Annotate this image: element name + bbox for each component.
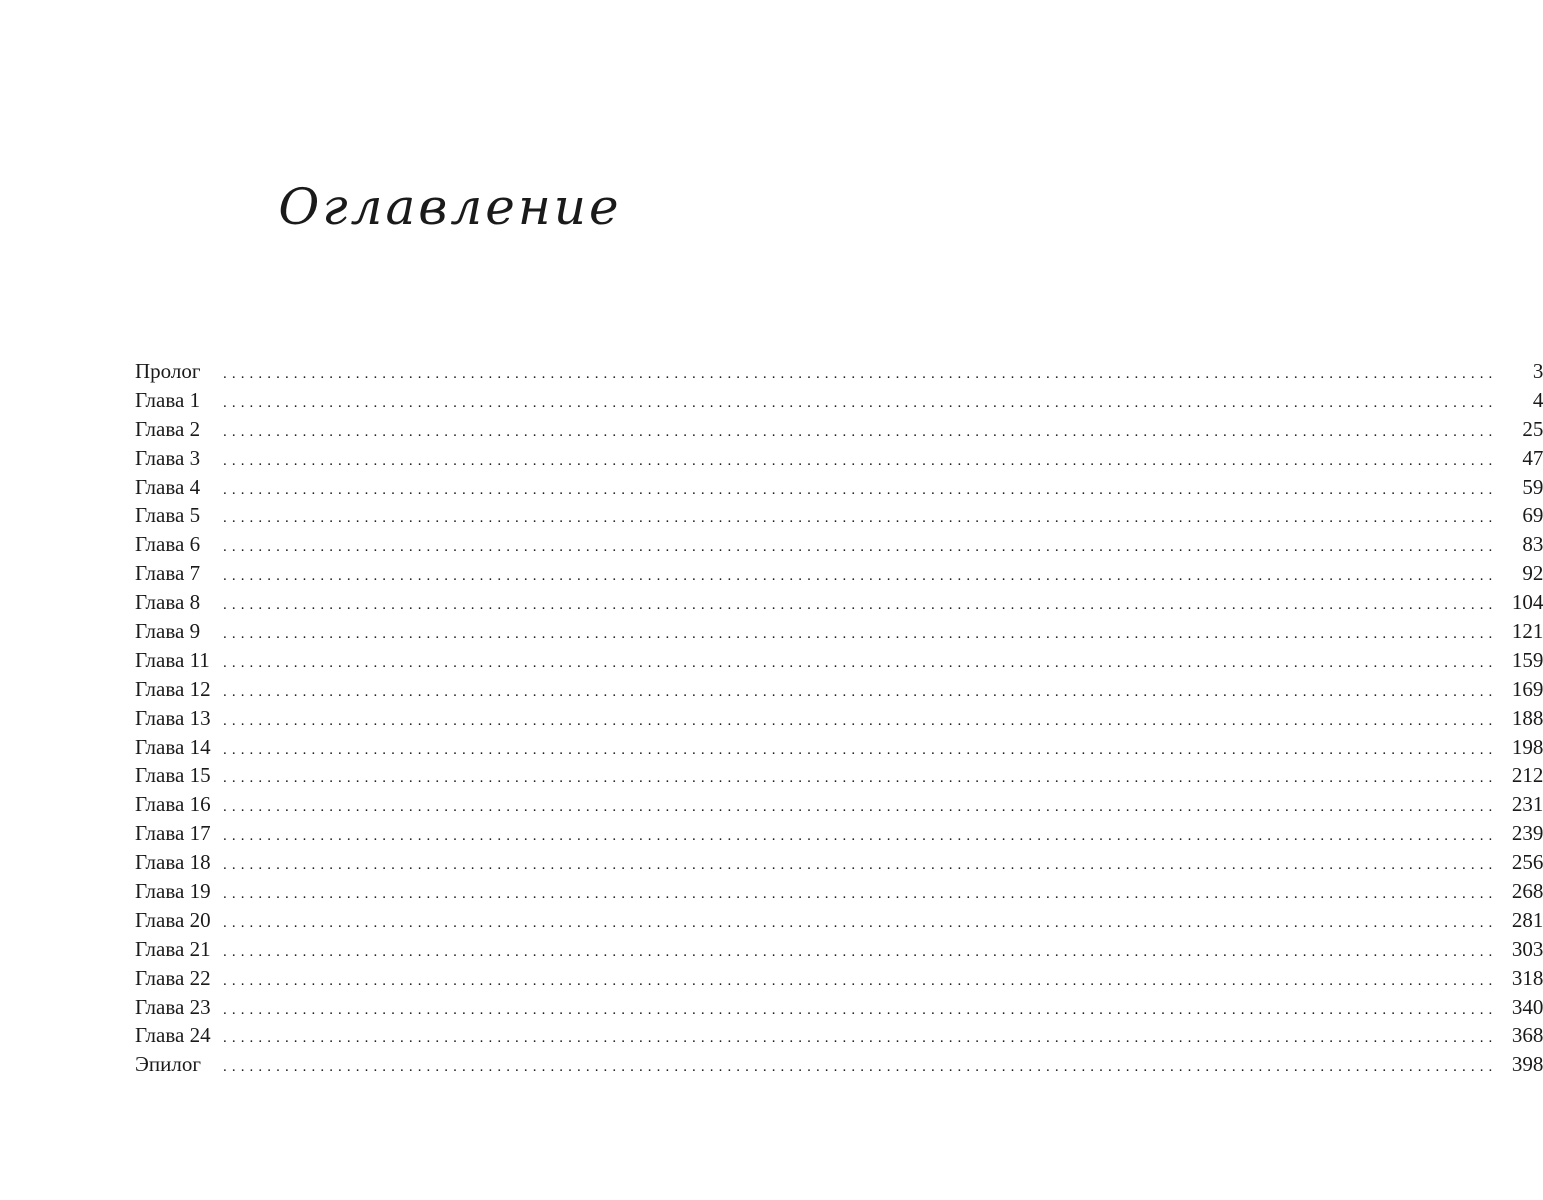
- toc-entry: [135, 473, 1543, 502]
- toc-entry-page: 239: [1511, 821, 1543, 846]
- toc-entry: [135, 617, 1543, 646]
- toc-entry-page: 281: [1511, 907, 1543, 932]
- toc-entry-page: 83: [1522, 532, 1543, 557]
- dot-leader: ................................................................................................................................................: [223, 597, 1498, 614]
- dot-leader: ................................................................................................................................................: [223, 712, 1498, 729]
- toc-entry: [135, 588, 1543, 617]
- toc-entry-label: Глава 8: [135, 590, 201, 615]
- toc-entry-page: 231: [1511, 792, 1543, 817]
- dot-leader: ................................................................................................................................................: [223, 886, 1498, 903]
- toc-entry: [135, 964, 1543, 993]
- toc-entry-label: Глава 16: [135, 792, 211, 817]
- dot-leader: ................................................................................................................................................: [223, 741, 1498, 758]
- toc-entry-page: 212: [1511, 763, 1543, 788]
- toc-entry-label: Глава 14: [135, 734, 211, 759]
- toc-entry-page: 268: [1511, 879, 1543, 904]
- toc-entry: [135, 444, 1543, 473]
- toc-entry: [135, 935, 1543, 964]
- toc-entry: [135, 530, 1543, 559]
- toc-entry-page: 4: [1532, 387, 1543, 412]
- dot-leader: ................................................................................................................................................: [223, 481, 1498, 498]
- toc-entry: [135, 415, 1543, 444]
- dot-leader: ................................................................................................................................................: [223, 394, 1498, 411]
- toc-entry-page: 59: [1522, 474, 1543, 499]
- table-of-contents: [135, 357, 1543, 1079]
- toc-entry-page: 121: [1511, 619, 1543, 644]
- toc-entry-label: Глава 4: [135, 474, 201, 499]
- toc-entry-label: Глава 22: [135, 965, 211, 990]
- toc-entry-label: Глава 7: [135, 561, 201, 586]
- toc-entry-label: Глава 18: [135, 850, 211, 875]
- toc-entry: [135, 357, 1543, 386]
- toc-entry-page: 92: [1522, 561, 1543, 586]
- toc-entry-page: 104: [1511, 590, 1543, 615]
- toc-entry-label: Глава 11: [135, 647, 210, 672]
- toc-entry: [135, 819, 1543, 848]
- toc-entry: [135, 790, 1543, 819]
- toc-entry: [135, 848, 1543, 877]
- toc-entry: [135, 646, 1543, 675]
- toc-entry-label: Глава 17: [135, 821, 211, 846]
- toc-entry-page: 318: [1511, 965, 1543, 990]
- toc-entry-page: 159: [1511, 647, 1543, 672]
- toc-entry-label: Глава 15: [135, 763, 211, 788]
- dot-leader: ................................................................................................................................................: [223, 1059, 1498, 1076]
- toc-entry-page: 368: [1511, 1023, 1543, 1048]
- dot-leader: ................................................................................................................................................: [223, 914, 1498, 931]
- toc-entry: [135, 501, 1543, 530]
- toc-entry-page: 340: [1511, 994, 1543, 1019]
- dot-leader: ................................................................................................................................................: [223, 654, 1498, 671]
- toc-entry-label: Глава 9: [135, 619, 201, 644]
- dot-leader: ................................................................................................................................................: [223, 799, 1498, 816]
- toc-entry-label: Глава 24: [135, 1023, 211, 1048]
- toc-entry-label: Пролог: [135, 359, 201, 383]
- toc-entry: [135, 877, 1543, 906]
- dot-leader: ................................................................................................................................................: [223, 943, 1498, 960]
- toc-entry-page: 256: [1511, 850, 1543, 875]
- dot-leader: ................................................................................................................................................: [223, 828, 1498, 845]
- toc-entry: [135, 733, 1543, 762]
- dot-leader: ................................................................................................................................................: [223, 568, 1498, 585]
- toc-entry-page: 198: [1511, 734, 1543, 759]
- dot-leader: ................................................................................................................................................: [223, 452, 1498, 469]
- toc-entry: [135, 559, 1543, 588]
- toc-entry: [135, 906, 1543, 935]
- toc-entry-label: Глава 20: [135, 907, 211, 932]
- toc-entry-label: Глава 1: [135, 387, 201, 412]
- toc-entry: [135, 1050, 1543, 1079]
- dot-leader: ................................................................................................................................................: [223, 510, 1498, 527]
- toc-entry-page: 3: [1532, 359, 1543, 383]
- dot-leader: ................................................................................................................................................: [223, 539, 1498, 556]
- dot-leader: ................................................................................................................................................: [223, 683, 1498, 700]
- dot-leader: ................................................................................................................................................: [223, 972, 1498, 989]
- toc-entry-label: Глава 5: [135, 503, 201, 528]
- toc-entry-label: Глава 21: [135, 936, 211, 961]
- toc-entry: [135, 704, 1543, 733]
- dot-leader: ................................................................................................................................................: [223, 423, 1498, 440]
- toc-entry-label: Эпилог: [135, 1052, 201, 1077]
- dot-leader: ................................................................................................................................................: [223, 1001, 1498, 1018]
- toc-entry-page: 303: [1511, 936, 1543, 961]
- toc-entry-page: 398: [1511, 1052, 1543, 1077]
- toc-entry-label: Глава 6: [135, 532, 201, 557]
- page-title: Оглавление: [278, 178, 622, 236]
- dot-leader: ................................................................................................................................................: [223, 857, 1498, 874]
- toc-entry-label: Глава 2: [135, 416, 201, 441]
- dot-leader: ................................................................................................................................................: [223, 366, 1498, 382]
- toc-entry-label: Глава 12: [135, 676, 211, 701]
- toc-entry-label: Глава 19: [135, 879, 211, 904]
- toc-entry-page: 25: [1522, 416, 1543, 441]
- toc-entry: [135, 761, 1543, 790]
- toc-entry-page: 169: [1511, 676, 1543, 701]
- toc-entry-label: Глава 13: [135, 705, 211, 730]
- toc-entry: [135, 386, 1543, 415]
- toc-entry-label: Глава 3: [135, 445, 201, 470]
- toc-entry: [135, 993, 1543, 1022]
- dot-leader: ................................................................................................................................................: [223, 770, 1498, 787]
- toc-entry: [135, 675, 1543, 704]
- toc-entry: [135, 1021, 1543, 1050]
- toc-entry-label: Глава 23: [135, 994, 211, 1019]
- toc-entry-page: 188: [1511, 705, 1543, 730]
- toc-entry-page: 69: [1522, 503, 1543, 528]
- dot-leader: ................................................................................................................................................: [223, 1030, 1498, 1047]
- dot-leader: ................................................................................................................................................: [223, 626, 1498, 643]
- toc-entry-page: 47: [1522, 445, 1543, 470]
